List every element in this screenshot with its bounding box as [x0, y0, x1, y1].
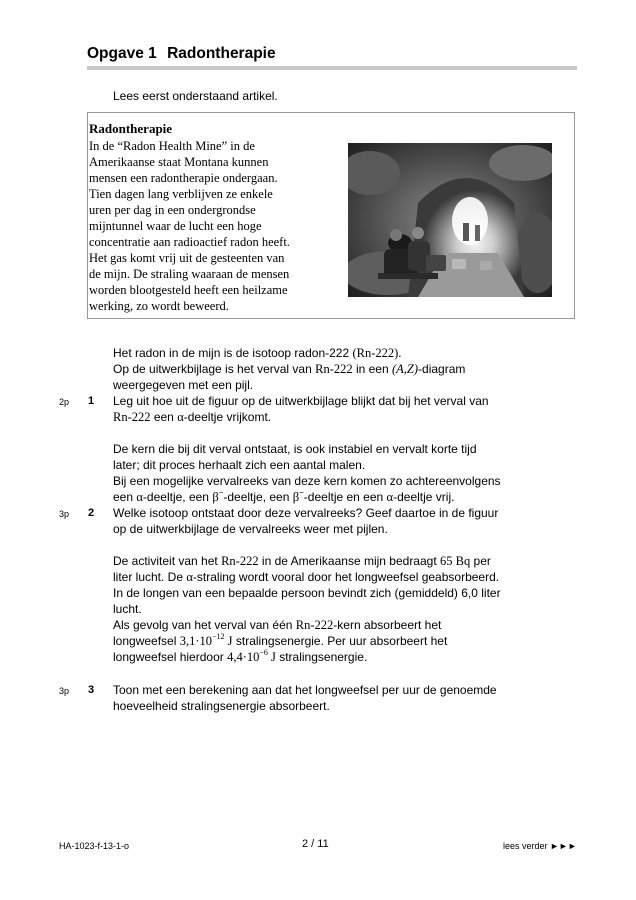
q1-number: 1: [88, 395, 95, 407]
title-divider: [87, 66, 577, 70]
para3-line7: longweefsel hierdoor $4,4\cdot 10^{-6}$ J stralingsenergie.: [113, 648, 368, 664]
next-page-indicator: lees verder ►►►: [503, 841, 577, 851]
article-title: Radontherapie: [89, 121, 173, 136]
article-line: de mijn. De straling waaraan de mensen: [89, 267, 290, 281]
para3-line6: longweefsel $3,1\cdot 10^{-12}$ J stralingsenergie. Per uur absorbeert het: [113, 632, 448, 648]
para3-line3: In de longen van een bepaalde persoon bevindt zich (gemiddeld) 6,0 liter: [113, 586, 501, 600]
q3-line1: Toon met een berekening aan dat het longweefsel per uur de genoemde: [113, 683, 497, 697]
article-line: mensen een radontherapie ondergaan.: [89, 171, 278, 185]
q2-line1: Welke isotoop ontstaat door deze vervalreeks? Geef daartoe in de figuur: [113, 506, 499, 520]
article-line: werking, zo wordt beweerd.: [89, 299, 229, 313]
para2-line2: later; dit proces herhaalt zich een aantal malen.: [113, 458, 366, 472]
article-line: worden blootgesteld heeft een heilzame: [89, 283, 288, 297]
footer-code: HA-1023-f-13-1-o: [59, 841, 130, 851]
para2-line3: Bij een mogelijke vervalreeks van deze kern komen zo achtereenvolgens: [113, 474, 501, 488]
mine-tunnel-photo: [348, 143, 552, 297]
q3-points: 3p: [59, 686, 70, 696]
article-line: Amerikaanse staat Montana kunnen: [89, 155, 269, 169]
para3-line2: liter lucht. De α-straling wordt vooral door het longweefsel geabsorbeerd.: [113, 570, 500, 584]
para1-line3: weergegeven met een pijl.: [113, 378, 254, 392]
article-line: Het gas komt vrij uit de gesteenten van: [89, 251, 285, 265]
article-line: concentratie aan radioactief radon heeft.: [89, 235, 290, 249]
q1-line1: Leg uit hoe uit de figuur op de uitwerkbijlage blijkt dat bij het verval van: [113, 394, 489, 408]
q2-number: 2: [88, 507, 95, 519]
para2-line4: een α-deeltje, een β−-deeltje, een β−-deeltje en een α-deeltje vrij.: [113, 488, 455, 504]
page-number: 2 / 11: [302, 838, 329, 850]
article-line: Tien dagen lang verblijven ze enkele: [89, 187, 273, 201]
article-box: [87, 112, 575, 319]
para3-line4: lucht.: [113, 602, 142, 616]
para3-line5: Als gevolg van het verval van één Rn-222-kern absorbeert het: [113, 618, 442, 632]
article-line: uren per dag in een ondergrondse: [89, 203, 256, 217]
page-title: [87, 45, 276, 63]
para1-line1: Het radon in de mijn is de isotoop radon-222 (Rn-222).: [113, 346, 402, 360]
para2-line1: De kern die bij dit verval ontstaat, is ook instabiel en vervalt korte tijd: [113, 442, 477, 456]
q2-line2: op de uitwerkbijlage de vervalreeks weer met pijlen.: [113, 522, 388, 536]
para3-line1: De activiteit van het Rn-222 in de Amerikaanse mijn bedraagt 65 Bq per: [113, 554, 491, 568]
para1-line2: Op de uitwerkbijlage is het verval van Rn-222 in een (A,Z)-diagram: [113, 362, 466, 376]
exercise-number: Opgave 1: [87, 45, 157, 62]
q3-number: 3: [88, 684, 95, 696]
q1-points: 2p: [59, 397, 70, 407]
q2-points: 3p: [59, 509, 70, 519]
q3-line2: hoeveelheid stralingsenergie absorbeert.: [113, 699, 330, 713]
q1-line2: Rn-222 een α-deeltje vrijkomt.: [113, 410, 272, 424]
article-line: In de “Radon Health Mine” in de: [89, 139, 255, 153]
exercise-title: Radontherapie: [167, 45, 276, 62]
intro-text: Lees eerst onderstaand artikel.: [113, 89, 278, 103]
article-line: mijntunnel waar de lucht een hoge: [89, 219, 262, 233]
article-body: [89, 138, 339, 314]
